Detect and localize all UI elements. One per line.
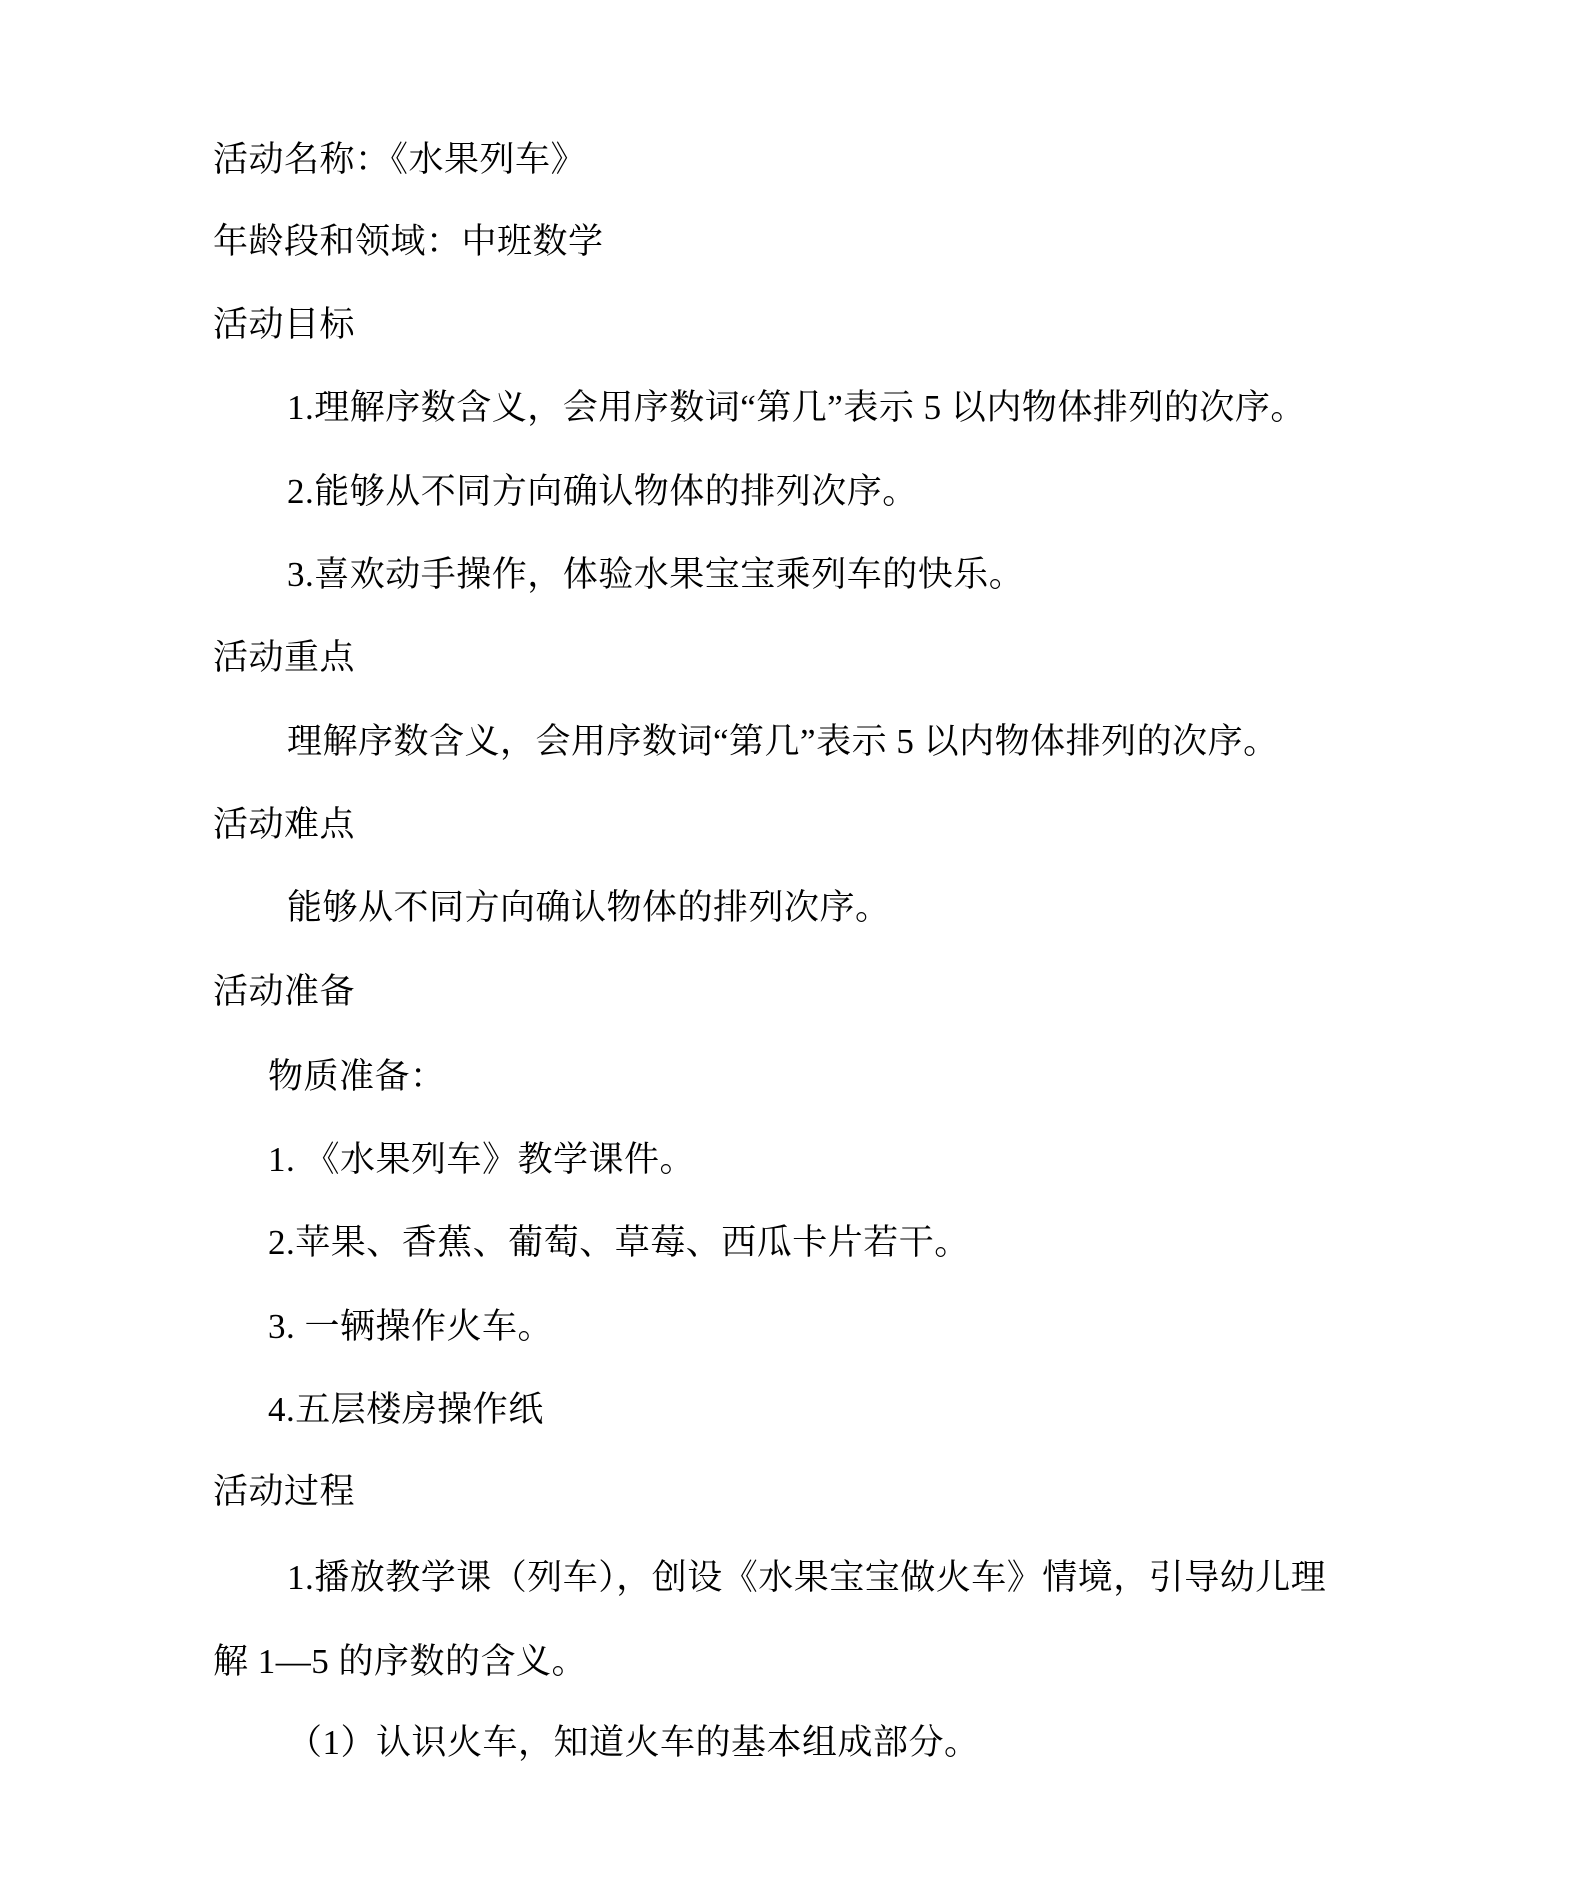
- preparation-heading: 活动准备: [213, 972, 356, 1012]
- activity-name: 活动名称：《水果列车》: [213, 140, 587, 180]
- objectives-heading: 活动目标: [213, 305, 356, 345]
- objective-item: 1.理解序数含义，会用序数词“第几”表示 5 以内物体排列的次序。: [287, 388, 1306, 427]
- material-preparation-subheading: 物质准备：: [268, 1057, 446, 1096]
- material-item: 1. 《水果列车》教学课件。: [268, 1140, 696, 1179]
- objective-item: 2.能够从不同方向确认物体的排列次序。: [287, 472, 918, 511]
- process-heading: 活动过程: [213, 1472, 356, 1512]
- process-step-1-line-1: 1.播放教学课（列车），创设《水果宝宝做火车》情境，引导幼儿理: [287, 1558, 1327, 1597]
- difficulty-text: 能够从不同方向确认物体的排列次序。: [287, 888, 891, 927]
- material-item: 3. 一辆操作火车。: [268, 1307, 554, 1346]
- key-point-text: 理解序数含义，会用序数词“第几”表示 5 以内物体排列的次序。: [287, 722, 1279, 761]
- material-item: 4.五层楼房操作纸: [268, 1390, 544, 1429]
- key-point-heading: 活动重点: [213, 638, 356, 678]
- process-substep-1: （1）认识火车，知道火车的基本组成部分。: [287, 1723, 980, 1762]
- material-item: 2.苹果、香蕉、葡萄、草莓、西瓜卡片若干。: [268, 1223, 970, 1262]
- objective-item: 3.喜欢动手操作，体验水果宝宝乘列车的快乐。: [287, 555, 1025, 594]
- difficulty-heading: 活动难点: [213, 805, 356, 845]
- process-step-1-line-2: 解 1—5 的序数的含义。: [213, 1642, 588, 1681]
- age-and-domain: 年龄段和领域：中班数学: [213, 222, 604, 262]
